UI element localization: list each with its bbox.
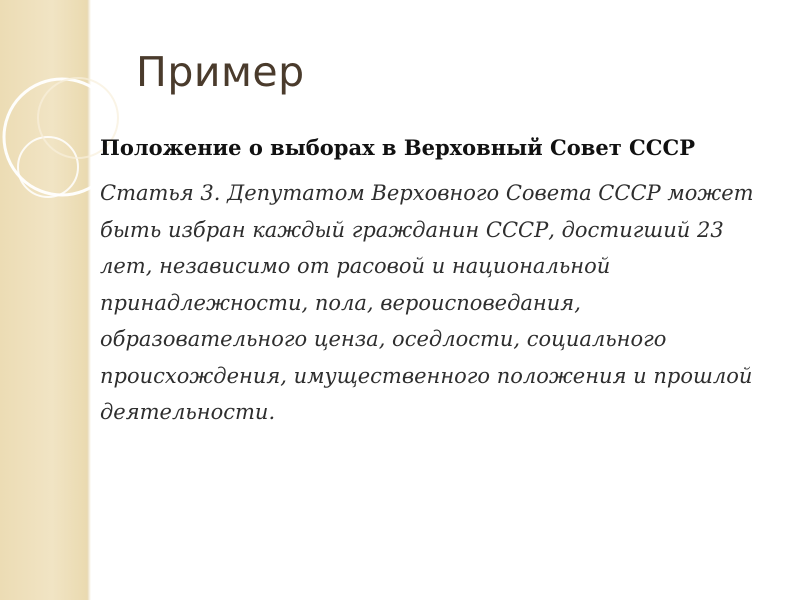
article-text: Статья 3. Депутатом Верховного Совета СССР может быть избран каждый гражданин СССР, достигший 23 лет, независимо от расовой и национальной принадлежности, пола, вероисповедания, образовательного ценза, оседлости, социального происхождения, имущественного положения и прошлой деятельности. <box>100 181 754 425</box>
slide-title: Пример <box>136 48 305 96</box>
document-heading: Положение о выборах в Верховный Совет СССР <box>100 135 695 160</box>
side-band-edge <box>87 0 91 600</box>
slide-body <box>100 133 790 431</box>
decorative-side-band <box>0 0 87 600</box>
